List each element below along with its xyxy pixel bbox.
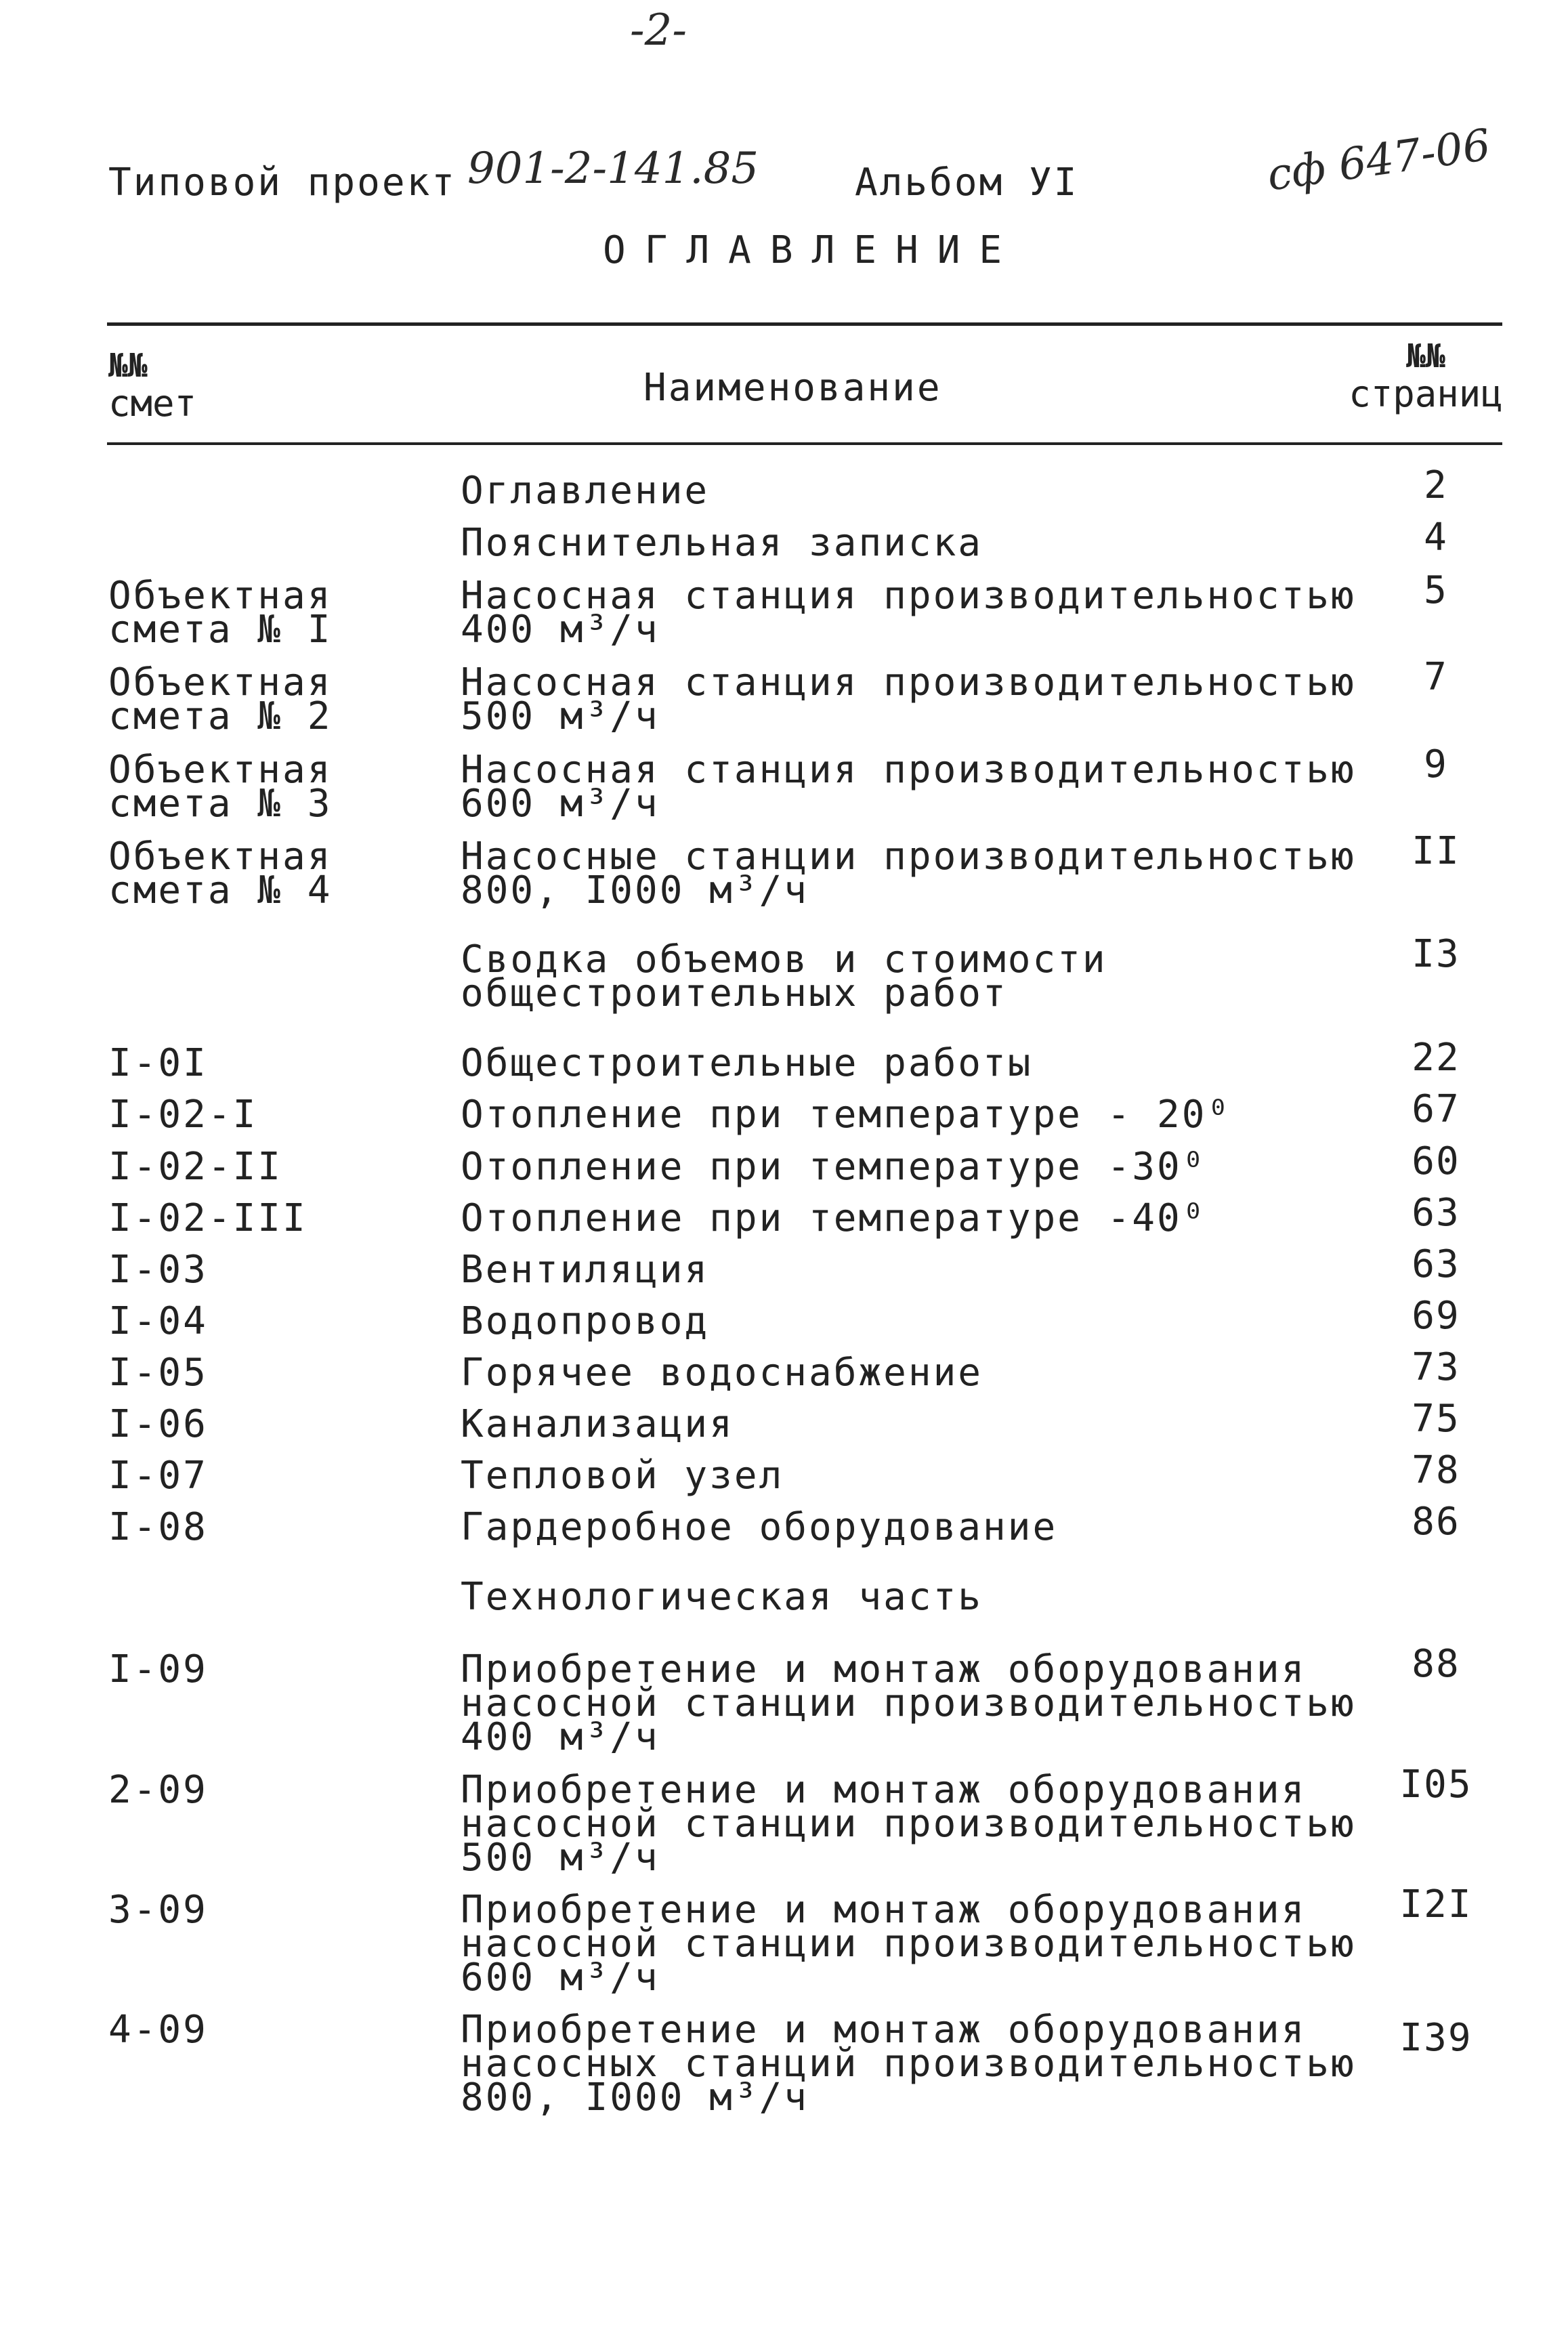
row-name: Сводка объемов и стоимости общестроительных работ xyxy=(461,937,1107,1015)
row-name: Тепловой узел xyxy=(461,1454,784,1498)
col-header-pages-line2: страниц xyxy=(1349,373,1503,415)
page-number-mark: -2- xyxy=(630,5,687,56)
row-name: Водопровод xyxy=(461,1299,710,1343)
row-page: I2I xyxy=(1399,1882,1472,1926)
row-code: Объектная смета № 2 xyxy=(108,660,333,738)
row-page: 75 xyxy=(1412,1397,1460,1441)
row-name: Канализация xyxy=(461,1402,734,1446)
row-name: Насосная станция производительностью 600 м³/ч xyxy=(461,748,1356,826)
table-top-rule xyxy=(107,322,1502,326)
row-name: Насосная станция производительностью 400 м³/ч xyxy=(461,574,1356,652)
row-code: Объектная смета № 4 xyxy=(108,835,333,912)
row-name: Вентиляция xyxy=(461,1248,710,1292)
page-title: ОГЛАВЛЕНИЕ xyxy=(603,228,1021,272)
row-name: Отопление при температуре -30⁰ xyxy=(461,1145,1207,1189)
project-label: Типовой проект xyxy=(108,161,457,205)
row-name: Горячее водоснабжение xyxy=(461,1351,983,1395)
row-code: I-07 xyxy=(108,1454,208,1498)
project-number: 901-2-141.85 xyxy=(467,144,759,194)
row-code: I-08 xyxy=(108,1505,208,1549)
row-name: Отопление при температуре - 20⁰ xyxy=(461,1093,1232,1137)
row-code: I-02-I xyxy=(108,1093,258,1137)
row-code: I-09 xyxy=(108,1647,208,1691)
row-page: 7 xyxy=(1424,655,1448,699)
row-code: 3-09 xyxy=(108,1888,208,1932)
row-code: I-04 xyxy=(108,1299,208,1343)
row-page: 4 xyxy=(1424,515,1448,560)
row-name: Гардеробное оборудование xyxy=(461,1505,1058,1549)
row-name: Приобретение и монтаж оборудования насосной станции производительностью 400 м³/ч xyxy=(461,1647,1356,1759)
row-page: 73 xyxy=(1412,1345,1460,1389)
row-page: 2 xyxy=(1424,463,1448,507)
col-header-name: Наименование xyxy=(643,366,942,410)
row-name: Отопление при температуре -40⁰ xyxy=(461,1196,1207,1240)
row-page: 22 xyxy=(1412,1036,1460,1080)
col-header-pages-line1: №№ xyxy=(1406,337,1445,375)
row-page: I3 xyxy=(1412,932,1460,976)
col-header-pages xyxy=(1344,337,1507,413)
row-code: I-02-II xyxy=(108,1145,283,1189)
row-name: Насосная станция производительностью 500 м³/ч xyxy=(461,660,1356,738)
row-page: 86 xyxy=(1412,1500,1460,1544)
row-page: II xyxy=(1412,829,1460,873)
row-page: 9 xyxy=(1424,742,1448,786)
row-code: I-05 xyxy=(108,1351,208,1395)
row-page: 63 xyxy=(1412,1191,1460,1235)
row-page: 63 xyxy=(1412,1242,1460,1286)
row-code: Объектная смета № I xyxy=(108,574,333,652)
row-code: I-03 xyxy=(108,1248,208,1292)
col-header-number xyxy=(108,347,196,423)
row-name: Пояснительная записка xyxy=(461,521,983,565)
row-name: Технологическая часть xyxy=(461,1575,983,1619)
row-name: Общестроительные работы xyxy=(461,1041,1033,1085)
col-header-number-line2: смет xyxy=(108,382,197,425)
row-name: Насосные станции производительностью 800, I000 м³/ч xyxy=(461,835,1356,912)
row-page: I05 xyxy=(1399,1763,1472,1807)
row-page: 78 xyxy=(1412,1448,1460,1492)
row-page: 88 xyxy=(1412,1642,1460,1686)
row-page: 60 xyxy=(1412,1139,1460,1183)
row-page: 69 xyxy=(1412,1294,1460,1338)
row-name: Приобретение и монтаж оборудования насосной станции производительностью 600 м³/ч xyxy=(461,1888,1356,2000)
row-name: Оглавление xyxy=(461,469,710,513)
table-header-rule xyxy=(107,442,1502,445)
row-code: Объектная смета № 3 xyxy=(108,748,333,826)
row-code: 2-09 xyxy=(108,1768,208,1812)
col-header-number-line1: №№ xyxy=(108,347,148,385)
archive-code: сф 647-06 xyxy=(1264,120,1494,201)
row-code: I-02-III xyxy=(108,1196,308,1240)
row-code: I-0I xyxy=(108,1041,208,1085)
row-page: 5 xyxy=(1424,568,1448,612)
row-code: I-06 xyxy=(108,1402,208,1446)
row-page: 67 xyxy=(1412,1087,1460,1131)
row-name: Приобретение и монтаж оборудования насосной станции производительностью 500 м³/ч xyxy=(461,1768,1356,1880)
row-page: I39 xyxy=(1399,2016,1472,2060)
row-name: Приобретение и монтаж оборудования насосных станций производительностью 800, I000 м³/ч xyxy=(461,2008,1356,2120)
row-code: 4-09 xyxy=(108,2008,208,2052)
album-label: Альбом УI xyxy=(855,161,1079,205)
